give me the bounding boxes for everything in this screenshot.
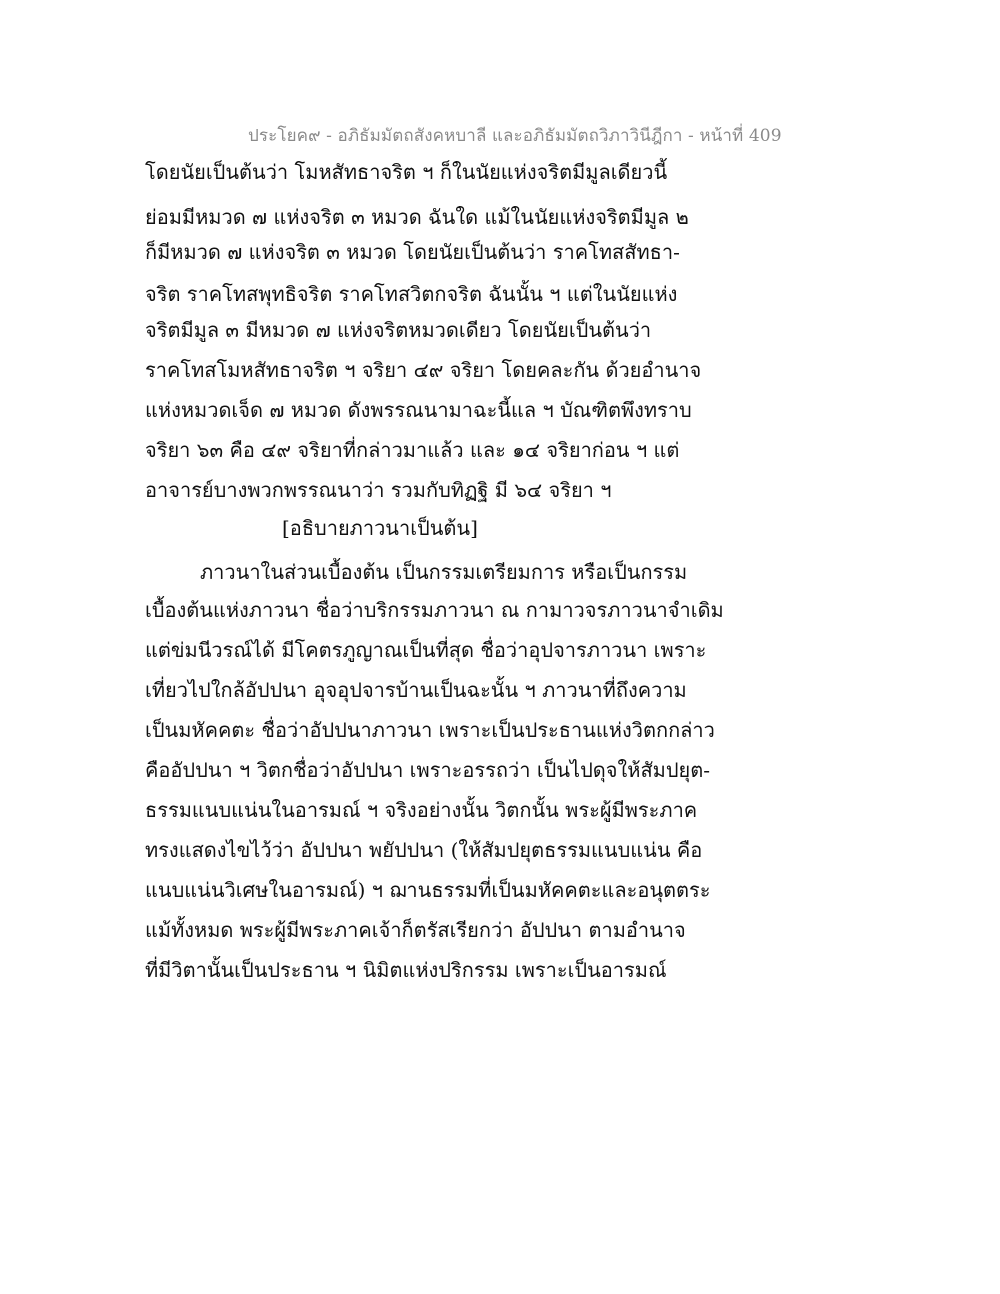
text-line: ธรรมแนบแน่นในอารมณ์ ฯ จริงอย่างนั้น วิตกนั้น พระผู้มีพระภาค	[145, 798, 698, 822]
section-heading: [อธิบายภาวนาเป็นต้น]	[282, 516, 478, 540]
text-line: เป็นมหัคคตะ ชื่อว่าอัปปนาภาวนา เพราะเป็นประธานแห่งวิตกกล่าว	[145, 718, 715, 742]
text-line: โดยนัยเป็นต้นว่า โมหสัทธาจริต ฯ ก็ในนัยแห่งจริตมีมูลเดียวนี้	[145, 160, 668, 184]
text-line: คืออัปปนา ฯ วิตกชื่อว่าอัปปนา เพราะอรรถว่า เป็นไปดุจให้สัมปยุต-	[145, 758, 710, 782]
text-line: จริต ราคโทสพุทธิจริต ราคโทสวิตกจริต ฉันนั้น ฯ แต่ในนัยแห่ง	[145, 282, 678, 306]
text-line: แนบแน่นวิเศษในอารมณ์) ฯ ฌานธรรมที่เป็นมหัคคตะและอนุตตระ	[145, 878, 711, 902]
text-line: จริตมีมูล ๓ มีหมวด ๗ แห่งจริตหมวดเดียว โดยนัยเป็นต้นว่า	[145, 318, 652, 342]
text-line: แม้ทั้งหมด พระผู้มีพระภาคเจ้าก็ตรัสเรียกว่า อัปปนา ตามอำนาจ	[145, 918, 686, 942]
text-line: ราคโทสโมหสัทธาจริต ฯ จริยา ๔๙ จริยา โดยคละกัน ด้วยอำนาจ	[145, 358, 702, 382]
text-line: ภาวนาในส่วนเบื้องต้น เป็นกรรมเตรียมการ หรือเป็นกรรม	[200, 560, 688, 584]
text-line: เที่ยวไปใกล้อัปปนา อุจอุปจารบ้านเป็นฉะนั้น ฯ ภาวนาที่ถึงความ	[145, 678, 687, 702]
text-line: อาจารย์บางพวกพรรณนาว่า รวมกับทิฏฐิ มี ๖๔ จริยา ฯ	[145, 478, 612, 502]
text-line: ที่มีวิตานั้นเป็นประธาน ฯ นิมิตแห่งปริกรรม เพราะเป็นอารมณ์	[145, 958, 667, 982]
text-line: ก็มีหมวด ๗ แห่งจริต ๓ หมวด โดยนัยเป็นต้นว่า ราคโทสสัทธา-	[145, 240, 680, 264]
text-line: แต่ข่มนีวรณ์ได้ มีโคตรภูญาณเป็นที่สุด ชื่อว่าอุปจารภาวนา เพราะ	[145, 638, 707, 662]
text-line: แห่งหมวดเจ็ด ๗ หมวด ดังพรรณนามาฉะนี้แล ฯ บัณฑิตพึงทราบ	[145, 398, 692, 422]
text-line: ทรงแสดงไขไว้ว่า อัปปนา พยัปปนา (ให้สัมปยุตธรรมแนบแน่น คือ	[145, 838, 703, 862]
text-line: จริยา ๖๓ คือ ๔๙ จริยาที่กล่าวมาแล้ว และ ๑๔ จริยาก่อน ฯ แต่	[145, 438, 680, 462]
page-header: ประโยค๙ - อภิธัมมัตถสังคหบาลี และอภิธัมมัตถวิภาวินีฎีกา - หน้าที่ 409	[248, 126, 782, 146]
text-line: ย่อมมีหมวด ๗ แห่งจริต ๓ หมวด ฉันใด แม้ในนัยแห่งจริตมีมูล ๒	[145, 205, 689, 229]
text-line: เบื้องต้นแห่งภาวนา ชื่อว่าบริกรรมภาวนา ณ กามาวจรภาวนาจำเดิม	[145, 598, 724, 622]
